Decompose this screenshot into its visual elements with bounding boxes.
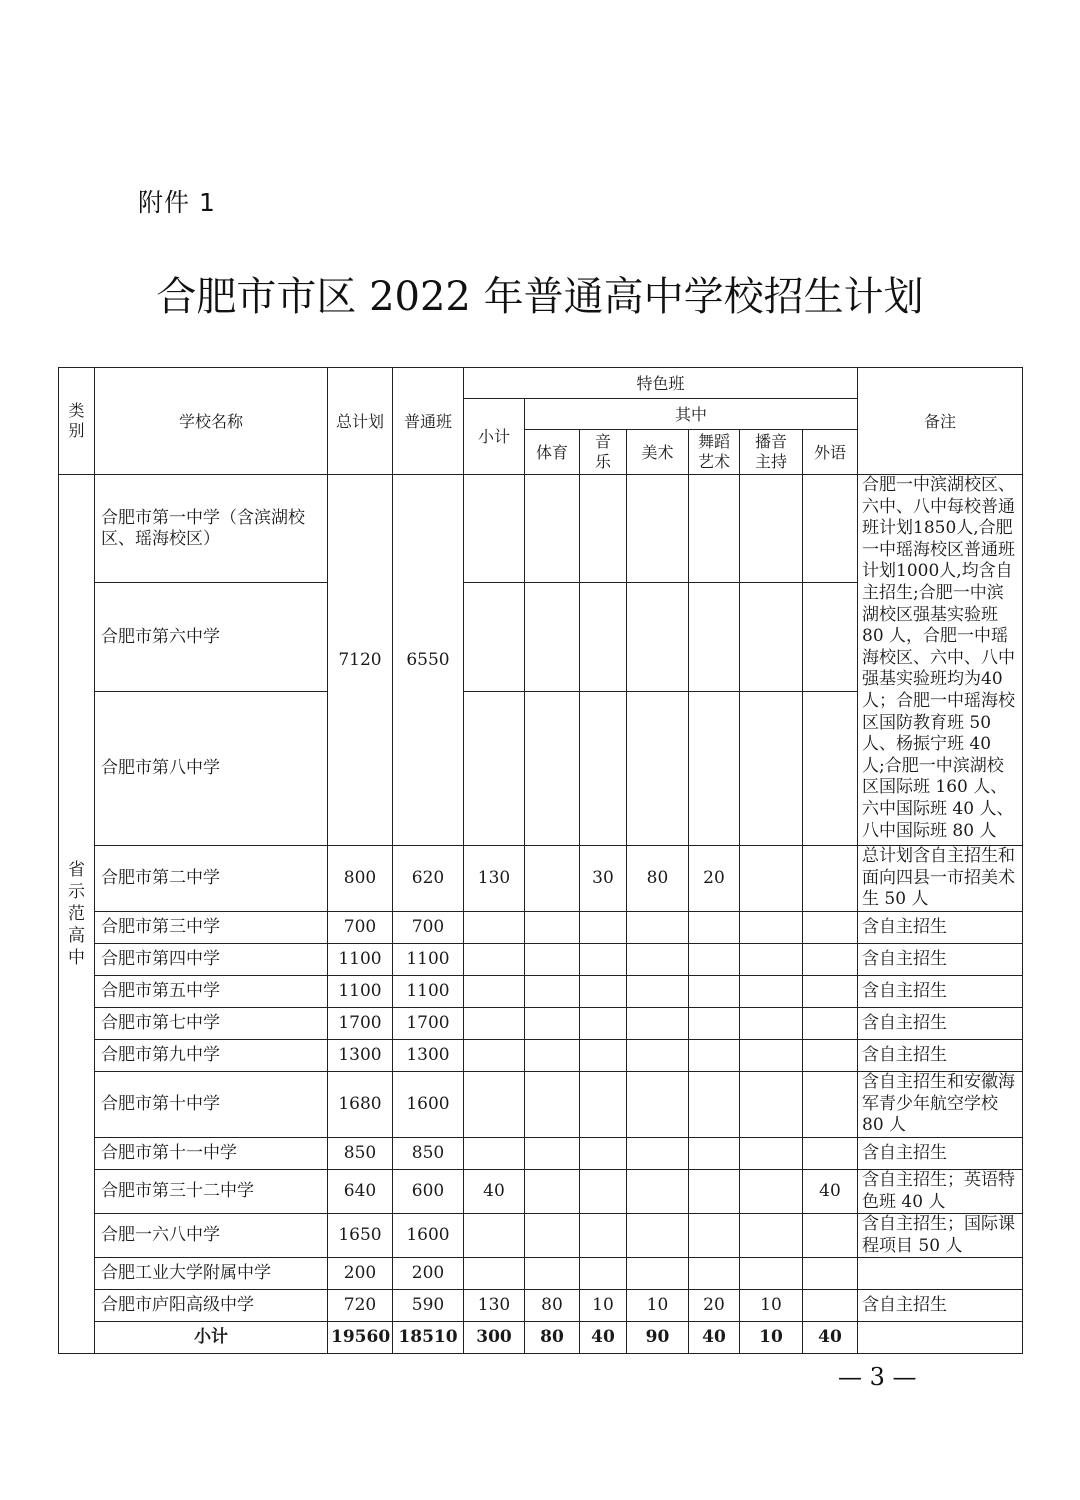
cell-broadcast xyxy=(740,944,803,976)
cell-foreign xyxy=(803,976,858,1008)
cell-total: 1680 xyxy=(328,1072,393,1138)
header-total-plan: 总计划 xyxy=(328,368,393,475)
table-row xyxy=(59,1214,1023,1258)
total-sports: 80 xyxy=(525,1322,580,1354)
cell-art xyxy=(627,1040,689,1072)
school-name: 合肥市第十中学 xyxy=(95,1072,328,1138)
table-row xyxy=(59,1290,1023,1322)
cell-art xyxy=(627,1008,689,1040)
cell-regular: 600 xyxy=(393,1170,464,1214)
cell-music xyxy=(580,912,627,944)
cell-foreign: 40 xyxy=(803,1170,858,1214)
school-name: 合肥市庐阳高级中学 xyxy=(95,1290,328,1322)
table-row xyxy=(59,1008,1023,1040)
header-art: 美术 xyxy=(627,430,689,475)
category-cell: 省示范高中 xyxy=(59,475,95,1354)
cell-regular: 1600 xyxy=(393,1214,464,1258)
table-row xyxy=(59,944,1023,976)
cell-music xyxy=(580,1138,627,1170)
cell-music xyxy=(580,1072,627,1138)
cell-sports xyxy=(525,1214,580,1258)
cell-art xyxy=(627,1214,689,1258)
cell-art xyxy=(627,1072,689,1138)
cell-music xyxy=(580,944,627,976)
table-row xyxy=(59,912,1023,944)
cell-sports xyxy=(525,976,580,1008)
school-name: 合肥市第一中学（含滨湖校区、瑶海校区） xyxy=(95,475,328,583)
table-row xyxy=(59,1258,1023,1290)
cell-foreign xyxy=(803,1138,858,1170)
cell-art xyxy=(627,944,689,976)
total-row xyxy=(59,1322,1023,1354)
school-name: 合肥一六八中学 xyxy=(95,1214,328,1258)
total-foreign: 40 xyxy=(803,1322,858,1354)
cell-art: 10 xyxy=(627,1290,689,1322)
header-special: 特色班 xyxy=(464,368,858,399)
cell-regular: 200 xyxy=(393,1258,464,1290)
total-regular: 18510 xyxy=(393,1322,464,1354)
cell-music xyxy=(580,1008,627,1040)
table-row xyxy=(59,846,1023,912)
cell-foreign xyxy=(803,944,858,976)
group-total: 7120 xyxy=(328,475,393,846)
document-title: 合肥市市区 2022 年普通高中学校招生计划 xyxy=(156,274,924,320)
cell-total: 800 xyxy=(328,846,393,912)
cell-total: 720 xyxy=(328,1290,393,1322)
cell-music xyxy=(580,1258,627,1290)
cell-art: 80 xyxy=(627,846,689,912)
total-label: 小计 xyxy=(95,1322,328,1354)
cell-remark: 含自主招生 xyxy=(858,1040,1023,1072)
cell-art xyxy=(627,976,689,1008)
cell-foreign xyxy=(803,1258,858,1290)
cell-regular: 590 xyxy=(393,1290,464,1322)
cell-dance xyxy=(689,912,740,944)
cell-broadcast xyxy=(740,912,803,944)
cell-subtotal xyxy=(464,912,525,944)
cell-foreign xyxy=(803,846,858,912)
school-name: 合肥市第九中学 xyxy=(95,1040,328,1072)
cell-total: 1700 xyxy=(328,1008,393,1040)
group-remark: 合肥一中滨湖校区、六中、八中每校普通班计划1850人,合肥一中瑶海校区普通班计划1000人,均含自主招生;合肥一中滨湖校区强基实验班 80 人，合肥一中瑶海校区、六中、八中强基实验班均为40 人；合肥一中瑶海校区国防教育班 50 人、杨振宁班 40 人;合肥一中滨湖校区国际班 160 人、六中国际班 40 人、八中国际班 80 人 xyxy=(858,475,1023,846)
cell-music: 30 xyxy=(580,846,627,912)
header-category: 类别 xyxy=(59,368,95,475)
cell-dance xyxy=(689,1072,740,1138)
cell-foreign xyxy=(803,1040,858,1072)
cell-total: 640 xyxy=(328,1170,393,1214)
cell-remark: 含自主招生；英语特色班 40 人 xyxy=(858,1170,1023,1214)
cell-broadcast xyxy=(740,1008,803,1040)
header-music: 音乐 xyxy=(580,430,627,475)
cell-regular: 1700 xyxy=(393,1008,464,1040)
cell-subtotal xyxy=(464,1258,525,1290)
cell-broadcast xyxy=(740,1072,803,1138)
cell-remark: 含自主招生 xyxy=(858,912,1023,944)
cell-subtotal: 130 xyxy=(464,846,525,912)
cell-music xyxy=(580,976,627,1008)
cell-total: 850 xyxy=(328,1138,393,1170)
cell-subtotal xyxy=(464,1072,525,1138)
cell-art xyxy=(627,912,689,944)
cell-music xyxy=(580,1040,627,1072)
cell-music xyxy=(580,1170,627,1214)
header-of-which: 其中 xyxy=(525,399,858,430)
cell-regular: 1100 xyxy=(393,944,464,976)
cell-broadcast xyxy=(740,1170,803,1214)
cell-foreign xyxy=(803,912,858,944)
cell-dance xyxy=(689,976,740,1008)
school-name: 合肥市第六中学 xyxy=(95,583,328,692)
cell-regular: 1100 xyxy=(393,976,464,1008)
header-subtotal: 小计 xyxy=(464,399,525,475)
cell-sports xyxy=(525,1072,580,1138)
total-broadcast: 10 xyxy=(740,1322,803,1354)
cell-dance xyxy=(689,1258,740,1290)
cell-remark: 含自主招生 xyxy=(858,1138,1023,1170)
cell-dance: 20 xyxy=(689,846,740,912)
cell-broadcast xyxy=(740,846,803,912)
cell-total: 200 xyxy=(328,1258,393,1290)
table-row xyxy=(59,1040,1023,1072)
cell-regular: 1300 xyxy=(393,1040,464,1072)
cell-remark: 含自主招生 xyxy=(858,1008,1023,1040)
cell-art xyxy=(627,1138,689,1170)
cell-dance xyxy=(689,1138,740,1170)
cell-subtotal xyxy=(464,1138,525,1170)
cell-subtotal xyxy=(464,1040,525,1072)
cell-remark: 含自主招生 xyxy=(858,976,1023,1008)
cell-remark: 含自主招生；国际课程项目 50 人 xyxy=(858,1214,1023,1258)
total-total: 19560 xyxy=(328,1322,393,1354)
school-name: 合肥工业大学附属中学 xyxy=(95,1258,328,1290)
header-dance: 舞蹈艺术 xyxy=(689,430,740,475)
total-subtotal: 300 xyxy=(464,1322,525,1354)
header-sports: 体育 xyxy=(525,430,580,475)
cell-subtotal: 40 xyxy=(464,1170,525,1214)
cell-sports xyxy=(525,1040,580,1072)
cell-sports xyxy=(525,1138,580,1170)
header-broadcast: 播音主持 xyxy=(740,430,803,475)
cell-foreign xyxy=(803,1290,858,1322)
table-row xyxy=(59,976,1023,1008)
cell-regular: 620 xyxy=(393,846,464,912)
school-name: 合肥市第七中学 xyxy=(95,1008,328,1040)
cell-regular: 850 xyxy=(393,1138,464,1170)
cell-broadcast xyxy=(740,1040,803,1072)
cell-sports xyxy=(525,1008,580,1040)
cell-broadcast xyxy=(740,1258,803,1290)
cell-remark: 含自主招生 xyxy=(858,1290,1023,1322)
school-name: 合肥市第三十二中学 xyxy=(95,1170,328,1214)
table-row xyxy=(59,1072,1023,1138)
header-school: 学校名称 xyxy=(95,368,328,475)
cell-remark: 含自主招生和安徽海军青少年航空学校 80 人 xyxy=(858,1072,1023,1138)
school-name: 合肥市第三中学 xyxy=(95,912,328,944)
cell-sports: 80 xyxy=(525,1290,580,1322)
cell-remark: 总计划含自主招生和面向四县一市招美术生 50 人 xyxy=(858,846,1023,912)
school-name: 合肥市第二中学 xyxy=(95,846,328,912)
table-row xyxy=(59,475,1023,583)
cell-total: 1100 xyxy=(328,944,393,976)
cell-broadcast xyxy=(740,1214,803,1258)
cell-sports xyxy=(525,846,580,912)
cell-sports xyxy=(525,1258,580,1290)
school-name: 合肥市第十一中学 xyxy=(95,1138,328,1170)
cell-subtotal xyxy=(464,944,525,976)
cell-broadcast: 10 xyxy=(740,1290,803,1322)
enrollment-plan-table xyxy=(58,367,1023,1354)
cell-subtotal xyxy=(464,1008,525,1040)
cell-dance xyxy=(689,944,740,976)
cell-broadcast xyxy=(740,976,803,1008)
group-regular: 6550 xyxy=(393,475,464,846)
header-foreign: 外语 xyxy=(803,430,858,475)
cell-broadcast xyxy=(740,1138,803,1170)
page-number: — 3 — xyxy=(838,1363,917,1391)
attachment-label: 附件 1 xyxy=(138,188,216,217)
cell-art xyxy=(627,1258,689,1290)
header-remarks: 备注 xyxy=(858,368,1023,475)
cell-total: 700 xyxy=(328,912,393,944)
cell-subtotal xyxy=(464,976,525,1008)
cell-art xyxy=(627,1170,689,1214)
school-name: 合肥市第八中学 xyxy=(95,692,328,846)
cell-remark xyxy=(858,1258,1023,1290)
school-name: 合肥市第五中学 xyxy=(95,976,328,1008)
cell-regular: 700 xyxy=(393,912,464,944)
cell-total: 1650 xyxy=(328,1214,393,1258)
total-music: 40 xyxy=(580,1322,627,1354)
table-row xyxy=(59,1138,1023,1170)
cell-foreign xyxy=(803,1072,858,1138)
school-name: 合肥市第四中学 xyxy=(95,944,328,976)
cell-sports xyxy=(525,944,580,976)
cell-remark: 含自主招生 xyxy=(858,944,1023,976)
cell-dance xyxy=(689,1170,740,1214)
cell-total: 1100 xyxy=(328,976,393,1008)
cell-sports xyxy=(525,912,580,944)
cell-foreign xyxy=(803,1008,858,1040)
cell-dance xyxy=(689,1040,740,1072)
total-remark xyxy=(858,1322,1023,1354)
total-art: 90 xyxy=(627,1322,689,1354)
cell-regular: 1600 xyxy=(393,1072,464,1138)
cell-total: 1300 xyxy=(328,1040,393,1072)
cell-dance xyxy=(689,1008,740,1040)
total-dance: 40 xyxy=(689,1322,740,1354)
cell-music: 10 xyxy=(580,1290,627,1322)
header-regular: 普通班 xyxy=(393,368,464,475)
cell-dance xyxy=(689,1214,740,1258)
table-row xyxy=(59,1170,1023,1214)
cell-subtotal: 130 xyxy=(464,1290,525,1322)
cell-dance: 20 xyxy=(689,1290,740,1322)
cell-foreign xyxy=(803,1214,858,1258)
cell-music xyxy=(580,1214,627,1258)
cell-sports xyxy=(525,1170,580,1214)
cell-subtotal xyxy=(464,1214,525,1258)
